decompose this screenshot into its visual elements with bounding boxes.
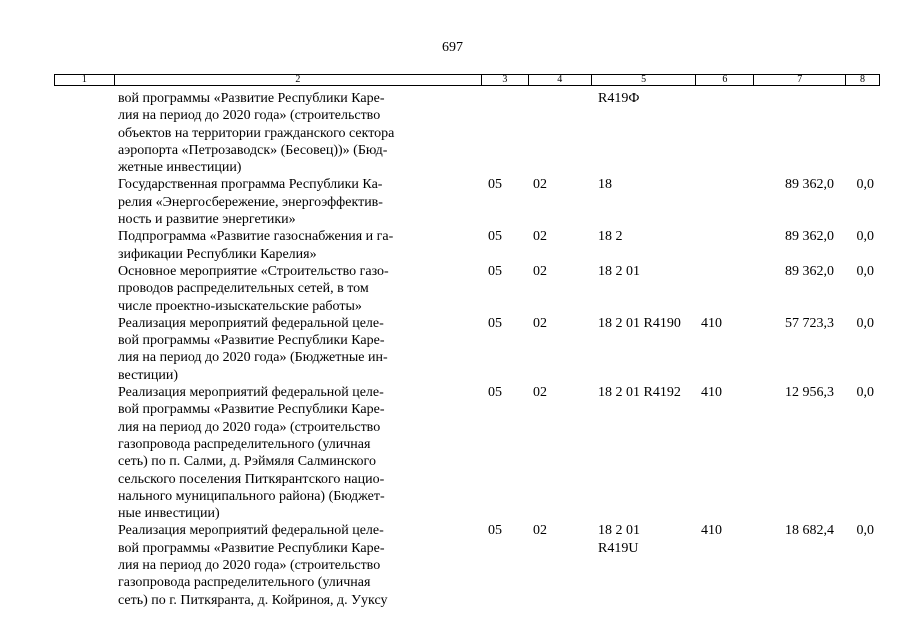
amount-2-value: 0,0 — [856, 385, 874, 401]
description-line: лия на период до 2020 года» (строительство — [118, 108, 381, 124]
table-row — [54, 176, 880, 228]
cell-expense-type — [697, 176, 755, 228]
header-col-7: 7 — [754, 75, 846, 85]
cell-subsection: 02 — [533, 523, 547, 539]
cell-amount-2 — [847, 90, 880, 176]
cell-amount-2 — [847, 522, 880, 608]
description-line: газопровода распределительного (уличная — [118, 436, 371, 452]
description-line: числе проектно-изыскательские работы» — [118, 298, 362, 314]
cell-amount-2 — [847, 176, 880, 228]
table-row — [54, 90, 880, 176]
header-col-6: 6 — [696, 75, 754, 85]
description-line: лия на период до 2020 года» (строительство — [118, 419, 381, 435]
cell-subsection: 02 — [533, 385, 547, 401]
header-col-5: 5 — [592, 75, 697, 85]
cell-amount: 89 362,0 — [785, 263, 834, 279]
description-line: ность и развитие энергетики» — [118, 212, 296, 228]
cell-amount-2 — [847, 384, 880, 522]
cell-expense-type: 410 — [701, 385, 722, 401]
cell-col-1 — [54, 263, 114, 315]
cell-description — [114, 228, 482, 263]
table-row — [54, 315, 880, 384]
table-row — [54, 263, 880, 315]
header-col-4: 4 — [529, 75, 592, 85]
cell-amount: 57 723,3 — [785, 315, 834, 331]
description-line: вой программы «Развитие Республики Каре- — [118, 333, 385, 349]
description-line: газопровода распределительного (уличная — [118, 575, 371, 591]
cell-description — [114, 384, 482, 522]
amount-2-value: 0,0 — [856, 315, 874, 331]
cell-amount: 89 362,0 — [785, 229, 834, 245]
page-number: 697 — [442, 40, 463, 55]
cell-target-code — [592, 315, 697, 384]
description-line: объектов на территории гражданского сектора — [118, 125, 395, 141]
cell-target-code — [592, 384, 697, 522]
description-line: зификации Республики Карелия» — [118, 246, 317, 262]
header-col-8: 8 — [860, 74, 866, 85]
cell-subsection: 02 — [533, 177, 547, 193]
cell-target-code — [592, 176, 697, 228]
description-line: сеть) по п. Салми, д. Рэймяля Салминского — [118, 454, 376, 470]
cell-col-1 — [54, 384, 114, 522]
cell-col-1 — [54, 315, 114, 384]
description-line: Государственная программа Республики Ка- — [118, 177, 383, 193]
target-code-line: 18 2 01 R4192 — [598, 385, 681, 401]
cell-target-code — [592, 263, 697, 315]
description-line: ные инвестиции) — [118, 506, 220, 522]
cell-subsection — [529, 90, 592, 176]
cell-col-1 — [54, 228, 114, 263]
description-line: Подпрограмма «Развитие газоснабжения и га- — [118, 229, 394, 245]
cell-section: 05 — [488, 177, 502, 193]
cell-amount: 89 362,0 — [785, 177, 834, 193]
description-line: нального муниципального района) (Бюджет- — [118, 488, 385, 504]
cell-section: 05 — [488, 263, 502, 279]
target-code-line: 18 2 01 R4190 — [598, 315, 681, 331]
description-line: вой программы «Развитие Республики Каре- — [118, 91, 385, 106]
cell-expense-type: 410 — [701, 315, 722, 331]
cell-col-1 — [54, 522, 114, 608]
description-line: сельского поселения Питкярантского нацио- — [118, 471, 385, 487]
cell-description — [114, 315, 482, 384]
cell-amount — [755, 90, 847, 176]
amount-2-value: 0,0 — [856, 229, 874, 245]
cell-section — [482, 90, 529, 176]
description-line: Реализация мероприятий федеральной целе- — [118, 523, 384, 539]
cell-amount-2 — [847, 315, 880, 384]
cell-expense-type — [697, 263, 755, 315]
cell-description — [114, 176, 482, 228]
cell-amount: 18 682,4 — [785, 523, 834, 539]
target-code-line: 18 — [598, 177, 612, 193]
budget-table-body — [54, 90, 880, 609]
target-code-line: R419Ф — [598, 91, 640, 106]
cell-expense-type — [697, 90, 755, 176]
cell-col-1 — [54, 176, 114, 228]
description-line: Реализация мероприятий федеральной целе- — [118, 385, 384, 401]
description-line: Основное мероприятие «Строительство газо- — [118, 263, 389, 279]
description-line: проводов распределительных сетей, в том — [118, 281, 369, 297]
cell-description — [114, 263, 482, 315]
cell-target-code — [592, 228, 697, 263]
cell-description — [114, 90, 482, 176]
cell-amount-2 — [847, 228, 880, 263]
cell-section: 05 — [488, 523, 502, 539]
description-line: вой программы «Развитие Республики Каре- — [118, 402, 385, 418]
target-code-line: 18 2 01 — [598, 263, 640, 279]
table-row — [54, 384, 880, 522]
description-line: вестиции) — [118, 367, 179, 383]
table-header-row — [54, 74, 880, 86]
target-code-line: R419U — [598, 540, 639, 556]
table-row — [54, 228, 880, 263]
target-code-line: 18 2 — [598, 229, 623, 245]
cell-subsection: 02 — [533, 315, 547, 331]
description-line: релия «Энергосбережение, энергоэффектив- — [118, 194, 383, 210]
description-line: вой программы «Развитие Республики Каре- — [118, 540, 385, 556]
amount-2-value: 0,0 — [856, 177, 874, 193]
cell-expense-type — [697, 228, 755, 263]
cell-col-1 — [54, 90, 114, 176]
description-line: Реализация мероприятий федеральной целе- — [118, 315, 384, 331]
cell-target-code — [592, 90, 697, 176]
table-row — [54, 522, 880, 608]
cell-amount: 12 956,3 — [785, 385, 834, 401]
description-line: жетные инвестиции) — [118, 160, 242, 176]
cell-section: 05 — [488, 229, 502, 245]
header-col-1: 1 — [55, 75, 115, 85]
amount-2-value: 0,0 — [856, 523, 874, 539]
amount-2-value: 0,0 — [856, 263, 874, 279]
header-col-2: 2 — [115, 75, 482, 85]
description-line: аэропорта «Петрозаводск» (Бесовец))» (Бюд- — [118, 142, 388, 158]
cell-description — [114, 522, 482, 608]
cell-subsection: 02 — [533, 229, 547, 245]
target-code-line: 18 2 01 — [598, 523, 640, 539]
cell-section: 05 — [488, 315, 502, 331]
description-line: лия на период до 2020 года» (Бюджетные ин- — [118, 350, 388, 366]
description-line: сеть) по г. Питкяранта, д. Койриноя, д. Ууксу — [118, 592, 388, 608]
cell-amount-2 — [847, 263, 880, 315]
header-col-3: 3 — [482, 75, 529, 85]
cell-expense-type: 410 — [701, 523, 722, 539]
description-line: лия на период до 2020 года» (строительство — [118, 558, 381, 574]
cell-target-code — [592, 522, 697, 608]
cell-subsection: 02 — [533, 263, 547, 279]
cell-section: 05 — [488, 385, 502, 401]
